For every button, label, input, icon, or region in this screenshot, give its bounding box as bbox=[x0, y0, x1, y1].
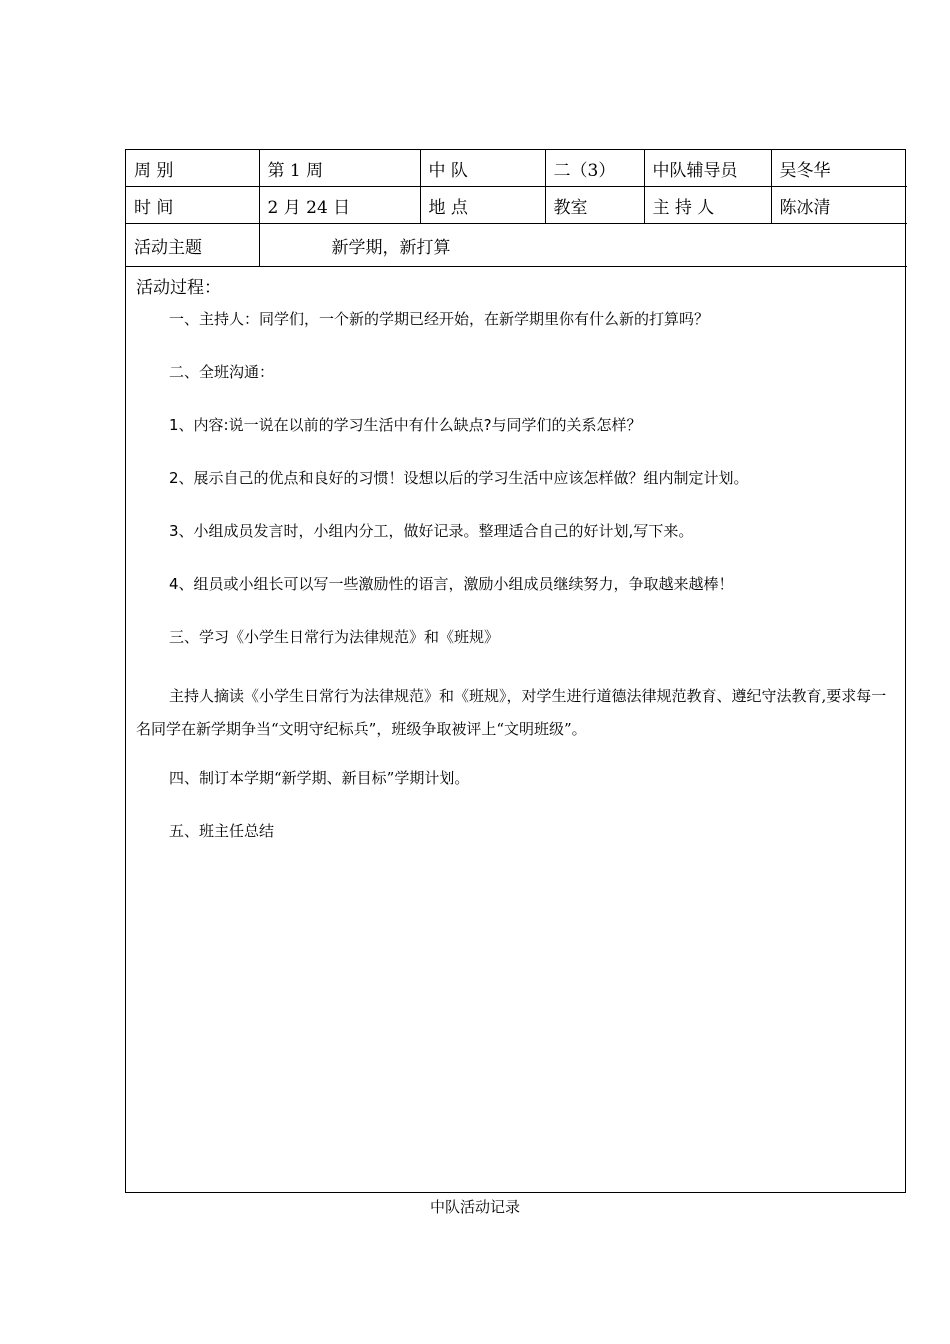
process-step: 二、全班沟通： bbox=[169, 363, 275, 381]
week-label: 周 别 bbox=[126, 150, 259, 187]
process-step: 三、学习《小学生日常行为法律规范》和《班规》 bbox=[169, 628, 500, 646]
info-table bbox=[126, 150, 907, 267]
info-row-time bbox=[126, 187, 907, 224]
process-step: 1、内容:说一说在以前的学习生活中有什么缺点?与同学们的关系怎样？ bbox=[169, 416, 642, 434]
time-value: 2 月 24 日 bbox=[259, 187, 420, 224]
page-caption: 中队活动记录 bbox=[429, 1198, 520, 1216]
counselor-label: 中队辅导员 bbox=[644, 150, 771, 187]
process-step: 3、小组成员发言时，小组内分工，做好记录。整理适合自己的好计划,写下来。 bbox=[169, 522, 694, 540]
time-label: 时 间 bbox=[126, 187, 259, 224]
activity-process bbox=[126, 267, 905, 841]
process-step: 2、展示自己的优点和良好的习惯！设想以后的学习生活中应该怎样做？组内制定计划。 bbox=[169, 469, 749, 487]
process-title: 活动过程： bbox=[136, 278, 221, 298]
theme-value: 新学期，新打算 bbox=[259, 224, 907, 267]
squad-value: 二（3） bbox=[545, 150, 644, 187]
process-step: 主持人摘读《小学生日常行为法律规范》和《班规》，对学生进行道德法律规范教育、遵纪守法教育,要求每一名同学在新学期争当“文明守纪标兵”，班级争取被评上“文明班级”。 bbox=[136, 687, 887, 738]
activity-record-form bbox=[125, 149, 906, 1193]
place-label: 地 点 bbox=[420, 187, 545, 224]
process-step: 4、组员或小组长可以写一些激励性的语言，激励小组成员继续努力，争取越来越棒！ bbox=[169, 575, 734, 593]
host-value: 陈冰清 bbox=[771, 187, 907, 224]
host-label: 主 持 人 bbox=[644, 187, 771, 224]
counselor-value: 吴冬华 bbox=[771, 150, 907, 187]
week-value: 第 1 周 bbox=[259, 150, 420, 187]
theme-label: 活动主题 bbox=[126, 224, 259, 267]
process-step: 一、主持人：同学们，一个新的学期已经开始，在新学期里你有什么新的打算吗？ bbox=[169, 310, 710, 328]
squad-label: 中 队 bbox=[420, 150, 545, 187]
info-row-theme bbox=[126, 224, 907, 267]
info-row-week bbox=[126, 150, 907, 187]
place-value: 教室 bbox=[545, 187, 644, 224]
process-step: 四、制订本学期“新学期、新目标”学期计划。 bbox=[169, 769, 470, 787]
process-step: 五、班主任总结 bbox=[169, 822, 275, 840]
